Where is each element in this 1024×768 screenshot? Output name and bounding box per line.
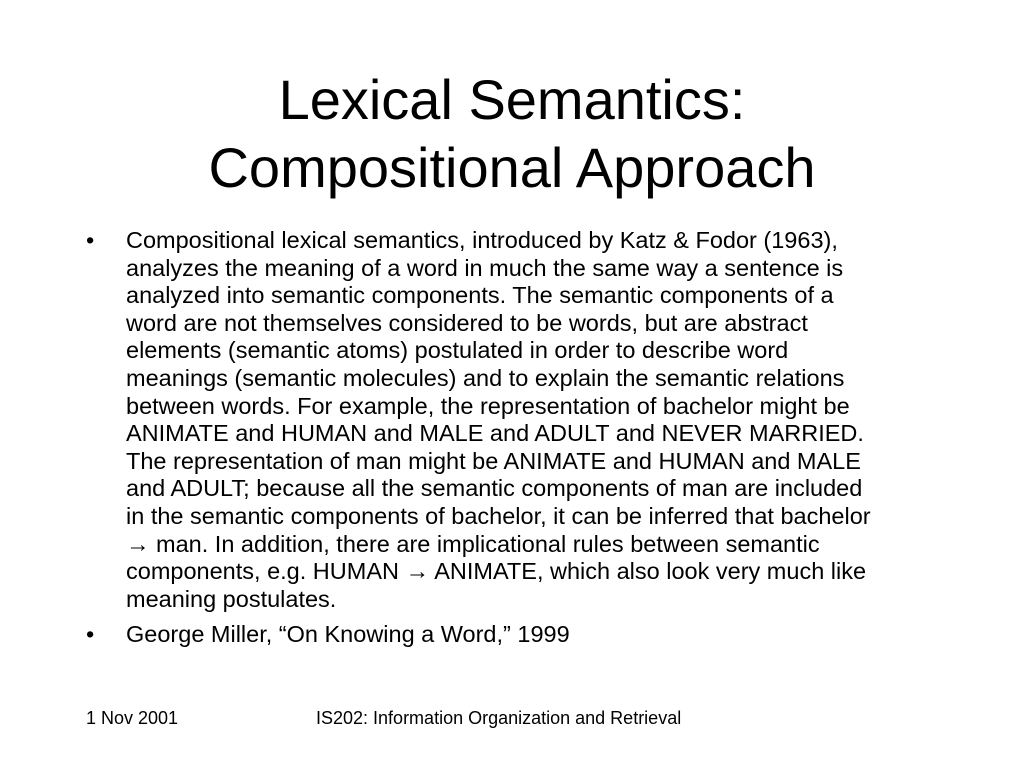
bullet-text-line: meaning postulates. (126, 585, 337, 612)
bullet-item-citation (86, 621, 946, 649)
slide-title-line-2: Compositional Approach (208, 136, 816, 199)
bullet-icon: • (86, 621, 95, 648)
bullet-text-line: Compositional lexical semantics, introduced by Katz & Fodor (1963), (126, 227, 838, 253)
footer-date: 1 Nov 2001 (86, 708, 179, 728)
slide-title (60, 66, 964, 202)
bullet-text-line: word are not themselves considered to be words, but are abstract (126, 309, 808, 336)
bullet-icon: • (86, 227, 95, 253)
bullet-text-line: elements (semantic atoms) postulated in order to describe word (126, 337, 789, 364)
bullet-text-line: ANIMATE and HUMAN and MALE and ADULT and NEVER MARRIED. (126, 420, 864, 447)
bullet-text-line: between words. For example, the representation of bachelor might be (126, 392, 850, 419)
bullet-text-line: The representation of man might be ANIMATE and HUMAN and MALE (126, 447, 861, 474)
slide-body (86, 227, 946, 657)
bullet-item-compositional (86, 227, 946, 613)
bullet-text-line: meanings (semantic molecules) and to explain the semantic relations (126, 364, 845, 391)
bullet-text-line: and ADULT; because all the semantic components of man are included (126, 475, 863, 502)
bullet-text-line: analyzed into semantic components. The semantic components of a (126, 282, 834, 309)
bullet-text-line: analyzes the meaning of a word in much the same way a sentence is (126, 254, 844, 281)
bullet-text-line: → man. In addition, there are implicational rules between semantic (126, 530, 820, 557)
slide-title-line-1: Lexical Semantics: (278, 68, 746, 131)
bullet-text-line: components, e.g. HUMAN → ANIMATE, which also look very much like (126, 558, 867, 585)
bullet-text-line: in the semantic components of bachelor, it can be inferred that bachelor (126, 502, 871, 529)
footer-course-title: IS202: Information Organization and Retrieval (316, 708, 682, 728)
bullet-text-line: George Miller, “On Knowing a Word,” 1999 (126, 621, 570, 648)
